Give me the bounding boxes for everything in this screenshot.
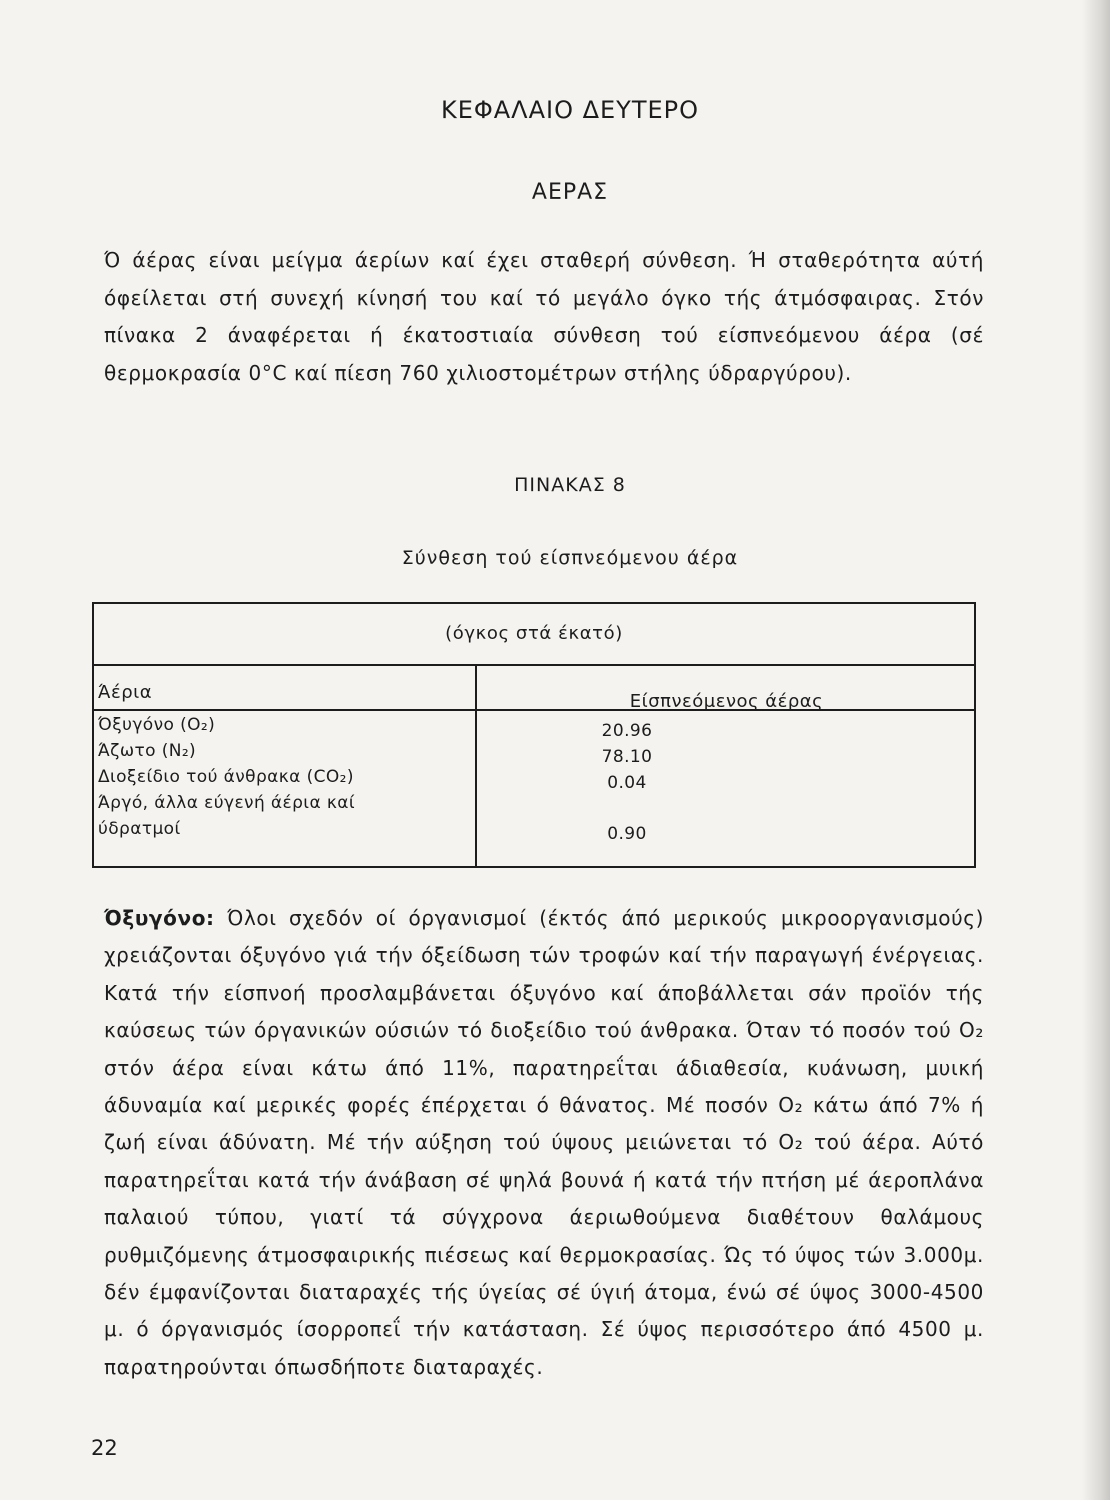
intro-paragraph: Ό άέρας είναι μείγμα άερίων καί έχει σταθερή σύνθεση. Ή σταθερότητα αύτή όφείλεται στή συνεχή κίνησή του καί τό μεγάλο όγκο τής άτμόσφαιρας. Στόν πίνακα 2 άναφέρεται ή έκατοστιαία σύνθεση τού είσπνεόμενου άέρα (σέ θερμοκρασία 0°C καί πίεση 760 χιλιοστομέτρων στήλης ύδραργύρου). [104, 248, 984, 385]
table-row [94, 738, 974, 767]
column-header-gases: Άέρια [98, 682, 153, 703]
gas-name: Διοξείδιο τού άνθρακα (CO₂) [98, 767, 354, 787]
section-title: ΑΕΡΑΣ [531, 180, 609, 205]
gas-percentage: 20.96 [601, 721, 653, 741]
gas-name: Άζωτο (N₂) [98, 741, 197, 761]
table-unit-note: (όγκος στά έκατό) [94, 604, 974, 666]
page-number: 22 [91, 1436, 118, 1460]
table-title: ΠΙΝΑΚΑΣ 8 [514, 474, 626, 496]
table-row [94, 764, 974, 793]
gas-percentage: 78.10 [601, 747, 653, 767]
table-body [94, 712, 974, 842]
gas-percentage: 0.04 [607, 773, 647, 793]
chapter-title: ΚΕΦΑΛΑΙΟ ΔΕΥΤΕΡΟ [440, 96, 700, 124]
oxygen-paragraph [104, 900, 984, 1386]
page-edge-shadow [1082, 0, 1110, 1500]
composition-table [92, 602, 976, 868]
gas-name: Όξυγόνο (O₂) [98, 715, 216, 735]
table-row [94, 712, 974, 741]
gas-percentage: 0.90 [607, 824, 647, 844]
oxygen-text: Όλοι σχεδόν οί όργανισμοί (έκτός άπό μερικούς μικροοργανισμούς) χρειάζονται όξυγόνο γιά τήν όξείδωση τών τροφών καί τήν παραγωγή ένέργειας. Κατά τήν είσπνοή προσλαμβάνεται όξυγόνο καί άποβάλλεται σάν προϊόν τής καύσεως τών όργανικών ούσιών τό διοξείδιο τού άνθρακα. Όταν τό ποσόν τού O₂ στόν άέρα είναι κάτω άπό 11%, παρατηρεΐται άδιαθεσία, κυάνωση, μυική άδυναμία καί μερικές φορές έπέρχεται ό θάνατος. Μέ ποσόν O₂ κάτω άπό 7% ή ζωή είναι άδύνατη. Μέ τήν αύξηση τού ύψους μειώνεται τό O₂ τού άέρα. Αύτό παρατηρεΐται κατά τήν άνάβαση σέ ψηλά βουνά ή κατά τήν πτήση μέ άεροπλάνα παλαιού τύπου, γιατί τά σύγχρονα άεριωθούμενα διαθέτουν θαλάμους ρυθμιζόμενης άτμοσφαιρικής πιέσεως καί θερμοκρασίας. Ώς τό ύψος τών 3.000μ. δέν έμφανίζονται διαταραχές τής ύγείας σέ ύγιή άτομα, ένώ σέ ύψος 3000-4500 μ. ό όργανισμός ίσορροπεΐ τήν κατάσταση. Σέ ύψος περισσότερο άπό 4500 μ. παρατηρούνται όπωσδήποτε διαταραχές. [104, 906, 984, 1379]
table-subtitle: Σύνθεση τού είσπνεόμενου άέρα [401, 547, 739, 569]
gas-name: Άργό, άλλα εύγενή άέρια καί ύδρατμοί [98, 793, 356, 839]
table-row [94, 790, 974, 842]
column-header-inhaled-air: Είσπνεόμενος άέρας [629, 691, 824, 712]
oxygen-lead-term: Όξυγόνο: [104, 906, 215, 930]
